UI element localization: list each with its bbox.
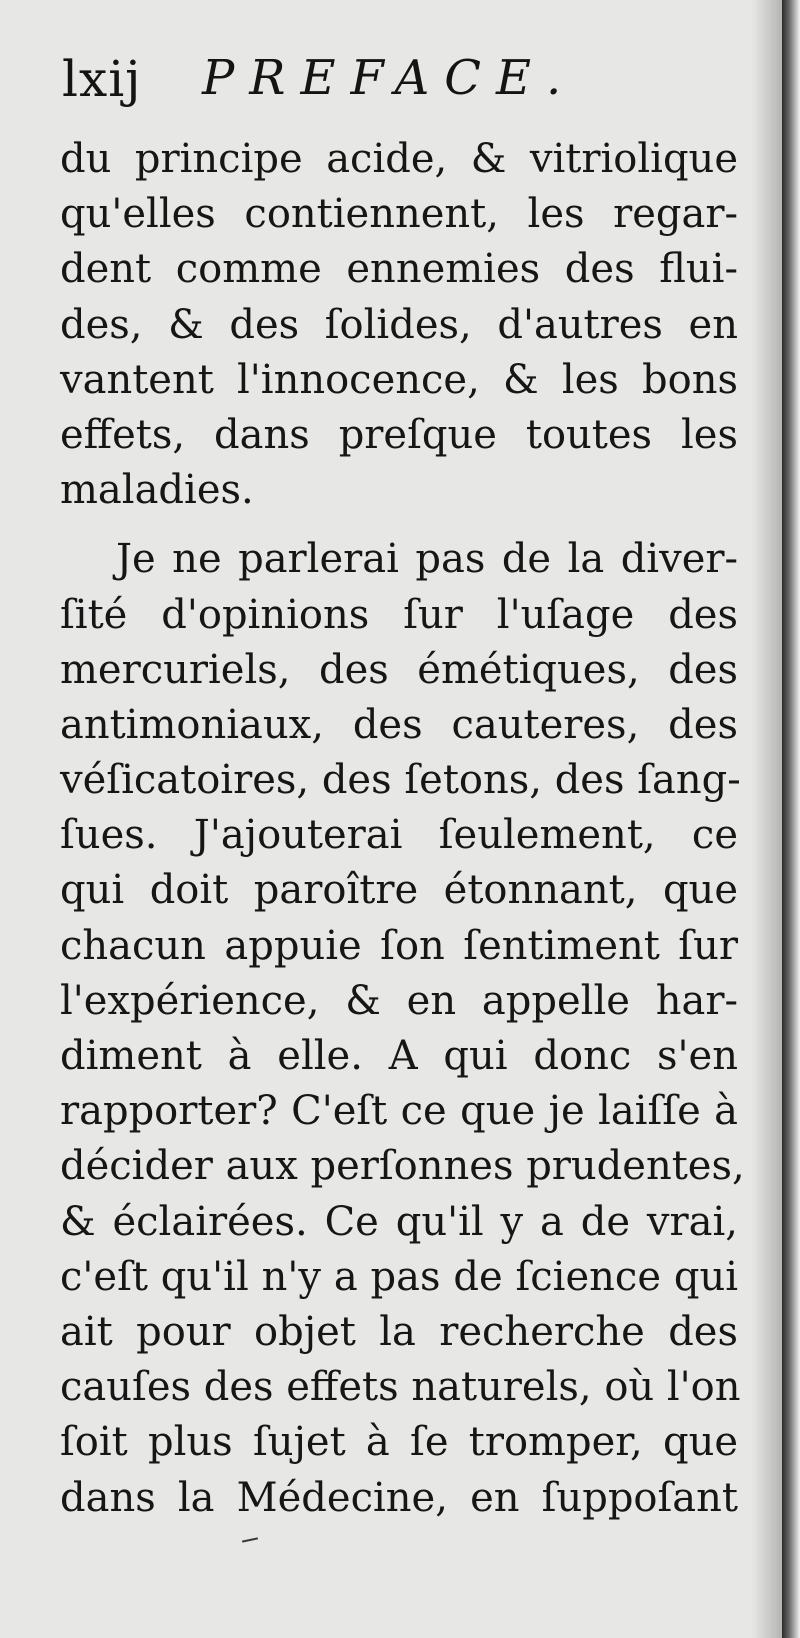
text-line: qui doit paroître étonnant, que xyxy=(60,867,738,914)
text-line: rapporter? C'eſt ce que je laiſſe à xyxy=(60,1088,738,1135)
text-line: c'eſt qu'il n'y a pas de ſcience qui xyxy=(60,1253,738,1300)
ink-mark xyxy=(242,1537,258,1542)
paragraph-1 xyxy=(60,132,738,518)
text-line: diment à elle. A qui donc s'en xyxy=(60,1033,738,1079)
book-spine-edge xyxy=(782,0,800,1638)
page-gutter-shadow xyxy=(752,0,782,1638)
text-line: vantent l'innocence, & les bons xyxy=(60,356,738,403)
text-line: décider aux perſonnes prudentes, xyxy=(60,1143,745,1190)
text-line: & éclairées. Ce qu'il y a de vrai, xyxy=(60,1198,738,1245)
text-line: qu'elles contiennent, les regar- xyxy=(60,191,738,238)
text-line: Je ne parlerai pas de la diver- xyxy=(116,536,738,583)
text-line: chacun appuie ſon ſentiment ſur xyxy=(60,922,738,969)
page-number: lxij xyxy=(62,50,142,108)
running-title: PREFACE. xyxy=(202,50,577,106)
text-line: mercuriels, des émétiques, des xyxy=(60,646,738,693)
text-line: des, & des ſolides, d'autres en xyxy=(60,301,738,348)
text-line: véſicatoires, des ſetons, des ſang- xyxy=(60,757,741,804)
text-line: cauſes des effets naturels, où l'on xyxy=(60,1364,741,1411)
text-line: ait pour objet la recherche des xyxy=(60,1308,738,1355)
text-line: dent comme ennemies des flui- xyxy=(60,246,738,293)
text-line: antimoniaux, des cauteres, des xyxy=(60,701,738,748)
body-text xyxy=(60,132,745,1526)
text-line: ſoit plus ſujet à ſe tromper, que xyxy=(60,1419,738,1466)
paragraph-2 xyxy=(60,532,745,1525)
text-line: du principe acide, & vitriolique xyxy=(60,136,738,182)
text-line: l'expérience, & en appelle har- xyxy=(60,977,738,1024)
text-line: dans la Médecine, en ſuppoſant xyxy=(60,1474,738,1521)
paragraph-gap xyxy=(60,518,738,532)
text-line: ſues. J'ajouterai ſeulement, ce xyxy=(60,812,738,859)
text-line: maladies. xyxy=(60,467,254,514)
text-line: ſité d'opinions ſur l'uſage des xyxy=(60,591,738,638)
text-line: effets, dans preſque toutes les xyxy=(60,411,738,458)
